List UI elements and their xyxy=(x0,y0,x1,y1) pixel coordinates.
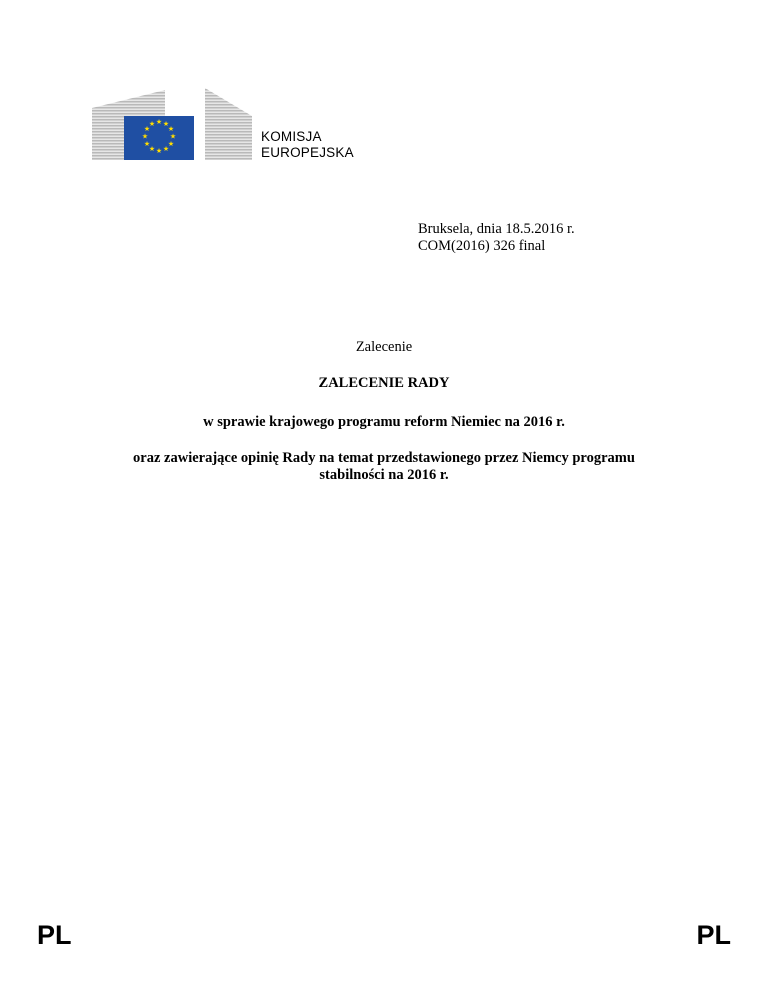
document-number: COM(2016) 326 final xyxy=(418,238,546,254)
document-type: Zalecenie xyxy=(355,339,413,355)
svg-text:★: ★ xyxy=(143,125,151,133)
european-commission-logo xyxy=(90,86,260,166)
svg-text:★: ★ xyxy=(148,120,156,128)
reference-block xyxy=(418,221,575,255)
svg-text:★: ★ xyxy=(155,147,163,155)
svg-text:★: ★ xyxy=(155,118,163,126)
svg-text:★: ★ xyxy=(141,132,149,141)
language-code-left: PL xyxy=(37,920,72,950)
document-opinion: oraz zawierające opinię Rady na temat przedstawionego przez Niemcy programu stabilności na 2016 r. xyxy=(133,450,635,483)
org-name-line2: EUROPEJSKA xyxy=(261,145,354,160)
building-right-wing-icon xyxy=(205,88,252,160)
svg-text:★: ★ xyxy=(167,125,175,133)
svg-text:★: ★ xyxy=(169,132,177,141)
document-subject: w sprawie krajowego programu reform Niemiec na 2016 r. xyxy=(203,414,565,430)
organization-name xyxy=(261,129,354,161)
svg-text:★: ★ xyxy=(148,145,156,153)
place-date: Bruksela, dnia 18.5.2016 r. xyxy=(418,221,575,237)
org-name-line1: KOMISJA xyxy=(261,129,322,144)
document-title: ZALECENIE RADY xyxy=(318,375,450,391)
svg-text:★: ★ xyxy=(167,140,175,148)
svg-text:★: ★ xyxy=(162,145,170,153)
language-code-right: PL xyxy=(696,920,731,950)
svg-text:★: ★ xyxy=(143,140,151,148)
svg-text:★: ★ xyxy=(162,120,170,128)
